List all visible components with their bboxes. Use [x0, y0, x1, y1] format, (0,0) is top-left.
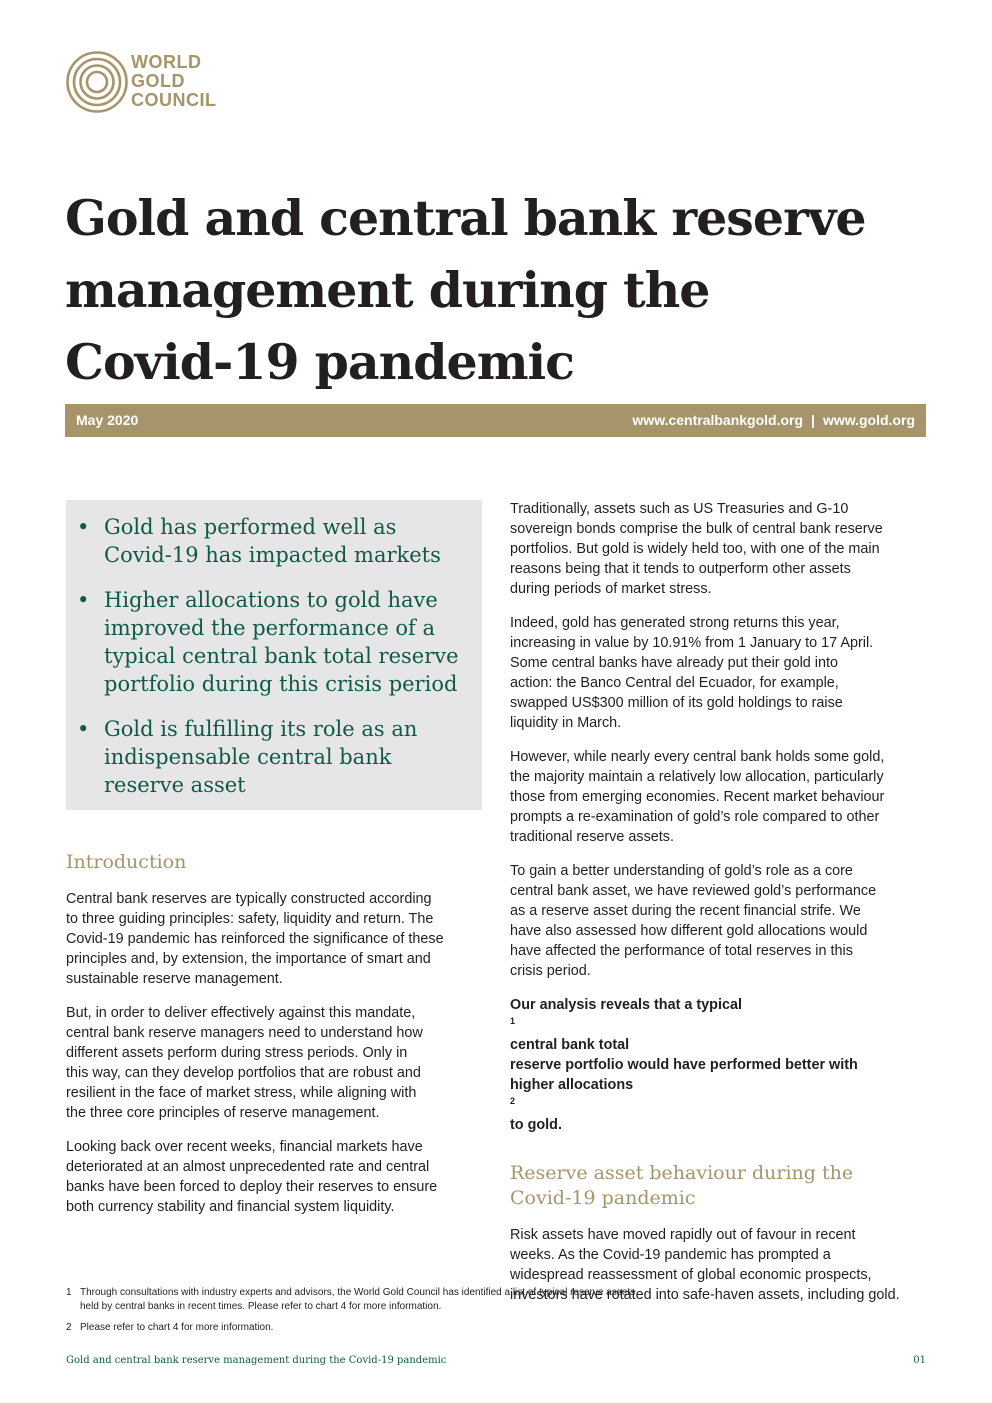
body-paragraph	[66, 1137, 482, 1217]
text-line: sustainable reserve management.	[66, 971, 283, 987]
key-points-list	[66, 500, 482, 799]
bullet: •	[77, 717, 90, 741]
introduction-heading	[66, 850, 482, 875]
text-line: Indeed, gold has generated strong returns this year,	[510, 615, 840, 631]
heading-line: Reserve asset behaviour during the	[510, 1162, 854, 1184]
key-point-line: Gold has performed well as	[104, 515, 397, 539]
title-line: management during the	[65, 261, 710, 319]
logo-wordmark	[131, 53, 217, 110]
heading-line: Introduction	[66, 851, 187, 873]
footnote-line: Please refer to chart 4 for more information.	[80, 1322, 274, 1333]
key-point-item	[77, 715, 482, 799]
footnote-line: held by central banks in recent times. Please refer to chart 4 for more information.	[80, 1301, 442, 1312]
text-line: action: the Banco Central del Ecuador, for example,	[510, 675, 839, 691]
text-line: different assets perform during stress periods. Only in	[66, 1045, 408, 1061]
footer-document-title: Gold and central bank reserve management during the Covid-19 pandemic	[66, 1355, 447, 1366]
text-line: But, in order to deliver effectively against this mandate,	[66, 1005, 416, 1021]
text-line: Risk assets have moved rapidly out of favour in recent	[510, 1227, 856, 1243]
left-column	[66, 850, 482, 1231]
text-line	[510, 995, 928, 1055]
text-line: both currency stability and financial system liquidity.	[66, 1199, 395, 1215]
text-line: the three core principles of reserve management.	[66, 1105, 380, 1121]
text-fragment: higher allocations	[510, 1077, 634, 1093]
body-paragraph	[510, 861, 928, 981]
text-line: have affected the performance of total reserves in this	[510, 943, 853, 959]
text-line: liquidity in March.	[510, 715, 622, 731]
text-line: resilient in the face of market stress, while aligning with	[66, 1085, 417, 1101]
text-line: crisis period.	[510, 963, 591, 979]
text-line: deteriorated at an almost unprecedented rate and central	[66, 1159, 430, 1175]
text-line: weeks. As the Covid-19 pandemic has prompted a	[510, 1247, 831, 1263]
text-line: Some central banks have already put their gold into	[510, 655, 838, 671]
body-paragraph	[510, 747, 928, 847]
text-line: central bank reserve managers need to understand how	[66, 1025, 423, 1041]
reserve-asset-behaviour-heading	[510, 1161, 928, 1211]
text-line: increasing in value by 10.91% from 1 January to 17 April.	[510, 635, 874, 651]
centralbankgold-link[interactable]: www.centralbankgold.org	[632, 412, 804, 428]
band-links	[632, 412, 915, 428]
logo-line: GOLD	[131, 71, 185, 91]
text-line: as a reserve asset during the recent financial strife. We	[510, 903, 861, 919]
footnote-number: 1	[66, 1287, 72, 1298]
text-line	[510, 1075, 928, 1135]
text-line: sovereign bonds comprise the bulk of central bank reserve	[510, 521, 883, 537]
text-fragment: to gold.	[510, 1117, 562, 1133]
text-line: Central bank reserves are typically constructed according	[66, 891, 432, 907]
footnote-ref-1[interactable]: 1	[510, 1016, 516, 1026]
logo-line: COUNCIL	[131, 90, 217, 110]
text-line: traditional reserve assets.	[510, 829, 674, 845]
footnote-number: 2	[66, 1322, 72, 1333]
right-column	[510, 499, 928, 1319]
text-line: principles and, by extension, the importance of smart and	[66, 951, 431, 967]
key-point-line: portfolio during this crisis period	[104, 672, 458, 696]
key-point-line: typical central bank total reserve	[104, 644, 459, 668]
key-point-line: Gold is fulfilling its role as an	[104, 717, 418, 741]
text-line: have also assessed how different gold allocations would	[510, 923, 868, 939]
key-point-item	[77, 513, 482, 569]
footnote-line: Through consultations with industry experts and advisors, the World Gold Council has identified a list of typical reserve assets	[80, 1287, 636, 1298]
body-paragraph	[66, 1003, 482, 1123]
date-links-band	[65, 404, 926, 437]
text-line: reasons being that it tends to outperform other assets	[510, 561, 851, 577]
text-fragment: central bank total	[510, 1037, 630, 1053]
key-finding-paragraph	[510, 995, 928, 1135]
text-line: Looking back over recent weeks, financial markets have	[66, 1139, 423, 1155]
text-line: prompts a re-examination of gold’s role compared to other	[510, 809, 880, 825]
key-point-line: improved the performance of a	[104, 616, 436, 640]
text-line: this way, can they develop portfolios that are robust and	[66, 1065, 421, 1081]
body-paragraph	[510, 499, 928, 599]
page-number: 01	[913, 1355, 926, 1366]
body-paragraph	[510, 613, 928, 733]
text-line: reserve portfolio would have performed better with	[510, 1057, 858, 1073]
key-points-box	[66, 500, 482, 810]
text-line: during periods of market stress.	[510, 581, 712, 597]
key-point-line: indispensable central bank	[104, 745, 392, 769]
key-point-line: Covid-19 has impacted markets	[104, 543, 441, 567]
body-paragraph	[66, 889, 482, 989]
bullet: •	[77, 515, 90, 539]
link-separator: |	[811, 412, 815, 428]
text-line: banks have been forced to deploy their reserves to ensure	[66, 1179, 438, 1195]
text-line: swapped US$300 million of its gold holdings to raise	[510, 695, 843, 711]
footnote-item	[66, 1321, 826, 1335]
text-line: However, while nearly every central bank holds some gold,	[510, 749, 885, 765]
bullet: •	[77, 588, 90, 612]
text-line: widespread reassessment of global economic prospects,	[510, 1267, 872, 1283]
title-line: Covid-19 pandemic	[65, 333, 574, 391]
heading-line: Covid-19 pandemic	[510, 1187, 696, 1209]
footnotes	[66, 1286, 826, 1342]
concentric-rings-logo-icon	[65, 50, 129, 114]
text-line: investors have rotated into safe-haven assets, including gold.	[510, 1287, 900, 1303]
footnote-item	[66, 1286, 826, 1314]
key-point-item	[77, 586, 482, 698]
footnote-ref-2[interactable]: 2	[510, 1096, 516, 1106]
logo-line: WORLD	[131, 52, 202, 72]
text-fragment: Our analysis reveals that a typical	[510, 997, 742, 1013]
gold-org-link[interactable]: www.gold.org	[822, 412, 915, 428]
key-point-line: Higher allocations to gold have	[104, 588, 438, 612]
text-line: those from emerging economies. Recent market behaviour	[510, 789, 885, 805]
text-line: central bank asset, we have reviewed gold’s performance	[510, 883, 877, 899]
publication-date: May 2020	[76, 412, 139, 428]
text-line: To gain a better understanding of gold’s role as a core	[510, 863, 853, 879]
document-title	[65, 182, 925, 398]
text-line: to three guiding principles: safety, liquidity and return. The	[66, 911, 434, 927]
text-line: portfolios. But gold is widely held too, with one of the main	[510, 541, 880, 557]
title-line: Gold and central bank reserve	[65, 189, 866, 247]
text-line: Traditionally, assets such as US Treasuries and G-10	[510, 501, 849, 517]
text-line: Covid-19 pandemic has reinforced the significance of these	[66, 931, 444, 947]
key-point-line: reserve asset	[104, 773, 246, 797]
text-line: the majority maintain a relatively low allocation, particularly	[510, 769, 884, 785]
